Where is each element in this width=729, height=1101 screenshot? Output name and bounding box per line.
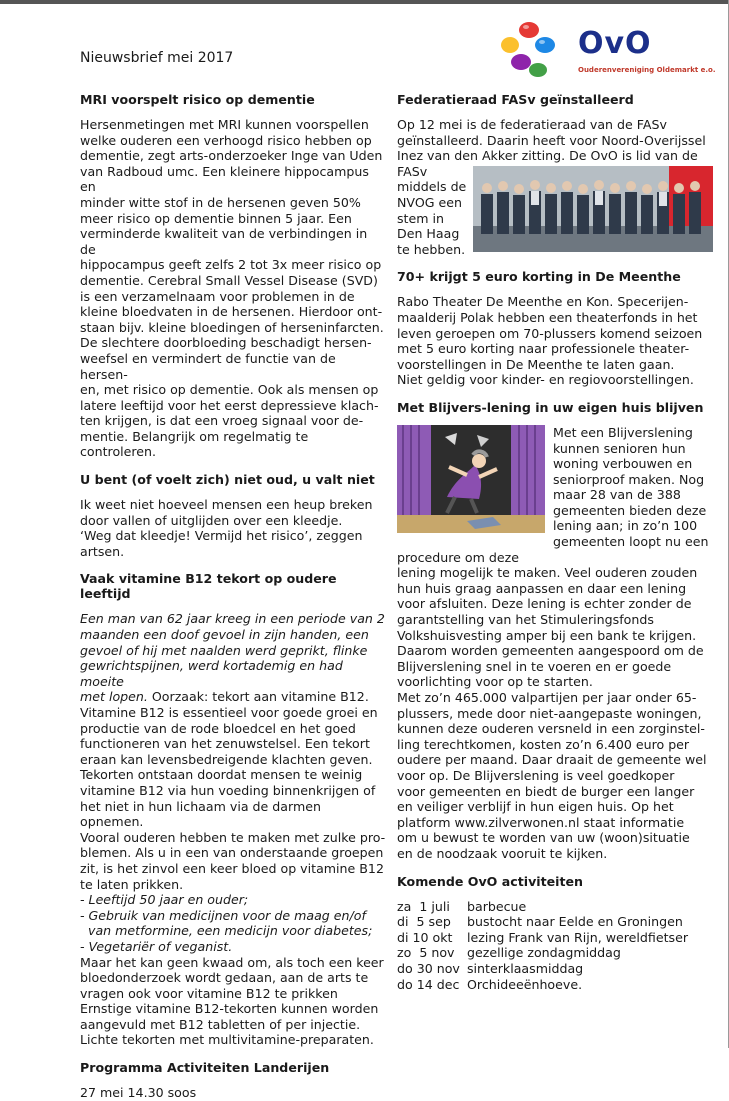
article-body: 27 mei 14.30 soos bbox=[80, 1085, 197, 1101]
table-row: zo 5 nov gezellige zondagmiddag bbox=[397, 945, 621, 961]
article-oud bbox=[80, 472, 386, 559]
article-heading: MRI voorspelt risico op dementie bbox=[80, 92, 315, 107]
table-row: do 14 dec Orchideeënhoeve. bbox=[397, 976, 583, 992]
left-column bbox=[80, 92, 386, 1101]
article-heading: Vaak vitamine B12 tekort op oudere leeftijd bbox=[80, 571, 337, 602]
article-komende-activiteiten bbox=[397, 874, 709, 993]
table-row: di 5 sep bustocht naar Eelde en Groningen bbox=[397, 914, 683, 930]
federatieraad-photo bbox=[473, 166, 713, 252]
article-heading: Komende OvO activiteiten bbox=[397, 873, 583, 889]
article-body: Rabo Theater De Meenthe en Kon. Specerijen- maalderij Polak hebben een theaterfonds in het leven geroepen om 70-plussers komend seizoen met 5 euro korting naar professionele theater- voorstellingen in De Meenthe te laten gaan. Niet geldig voor kinder- en regiovoorstellingen. bbox=[397, 294, 703, 388]
article-heading: 70+ krijgt 5 euro korting in De Meenthe bbox=[397, 269, 681, 285]
window-top-border bbox=[0, 0, 729, 4]
article-body: Op 12 mei is de federatieraad van de FASv geïnstalleerd. Daarin heeft voor Noord-Overijssel Inez van den Akker zitting. De OvO is lid van de FASv middels de NVOG een stem in Den Haag te hebben. bbox=[397, 117, 709, 257]
activities-table bbox=[397, 899, 692, 993]
right-column bbox=[397, 92, 709, 992]
article-b12 bbox=[80, 571, 386, 1048]
article-blijvers bbox=[397, 400, 709, 862]
article-body: Ik weet niet hoeveel mensen een heup breken door vallen of uitglijden over een kleedje. ‘Weg dat kleedje! Vermijd het risico’, zeggen artsen. bbox=[80, 497, 373, 559]
article-heading: U bent (of voelt zich) niet oud, u valt niet bbox=[80, 472, 375, 488]
ovo-logo bbox=[496, 18, 716, 80]
article-body: Een man van 62 jaar kreeg in een periode van 2 maanden een doof gevoel in zijn handen, een gevoel of hij met naalden werd geprikt, flinke gewrichtspijnen, werd kortademig en had moeite met lopen. Oorzaak: tekort aan vitamine B12. Vitamine B12 is essentieel voor goede groei en productie van de rode bloedcel en het goed functioneren van het zenuwstelsel. Een tekort eraan kan levensbedreigende klachten geven. Tekorten ontstaan doordat mensen te weinig vitamine B12 via hun voeding binnenkrijgen of het niet in hun lichaam via de darmen opnemen. Vooral ouderen hebben te maken met zulke pro- blemen. Als u in een van onderstaande groepen zit, is het zinvol een keer bloed op vitamine B12 te laten prikken. - Leeftijd 50 jaar en ouder; - Gebruik van medicijnen voor de maag en/of van metformine, een medicijn voor diabetes; - Vegetariër of veganist. Maar het kan geen kwaad om, als toch een keer bloedonderzoek wordt gedaan, aan de arts te vragen ook voor vitamine B12 te prikken Ernstige vitamine B12-tekorten kunnen worden aangevuld met B12 tabletten of per injectie. Lichte tekorten met multivitamine-preparaten. bbox=[80, 611, 386, 1048]
logo-subtitle: Ouderenvereniging Oldemarkt e.o. bbox=[578, 66, 716, 74]
zilverwonen-link: platform www.zilverwonen.nl staat informatie bbox=[397, 814, 685, 830]
article-fasv bbox=[397, 92, 709, 257]
article-body: Hersenmetingen met MRI kunnen voorspellen welke ouderen een verhoogd risico hebben op dementie, zegt arts-onderzoeker Inge van Uden van Radboud umc. Een kleinere hippocampus en minder witte stof in de hersenen geven 50% meer risico op dementie binnen 5 jaar. Een verminderde kwaliteit van de verbindingen in de hippocampus geeft zelfs 2 tot 3x meer risico op dementie. Cerebral Small Vessel Disease (SVD) is een verzamelnaam voor problemen in de kleine bloedvaten in de hersenen. Hierdoor ont- staan bijv. kleine bloedingen of herseninfarcten. De slechtere doorbloeding beschadigt hersen- weefsel en vermindert de functie van de hersen- en, met risico op dementie. Ook als mensen op latere leeftijd voor het eerst depressieve klach- ten krijgen, is dat een vroeg signaal voor de- mentie. Belangrijk om regelmatig te controleren. bbox=[80, 117, 384, 460]
article-mri bbox=[80, 92, 386, 460]
article-programma bbox=[80, 1060, 386, 1101]
article-heading: Federatieraad FASv geïnstalleerd bbox=[397, 92, 634, 107]
group-photo-image bbox=[473, 166, 713, 252]
newsletter-title: Nieuwsbrief mei 2017 bbox=[80, 50, 234, 66]
table-row: di 10 okt lezing Frank van Rijn, wereldfietser bbox=[397, 929, 689, 945]
article-body: Met een Blijverslening kunnen senioren hun woning verbouwen en seniorproof maken. Nog maar 28 van de 388 gemeenten bieden deze lening aan; in zo’n 100 gemeenten loopt nu een procedure om deze lening mogelijk te maken. Veel ouderen zouden hun huis graag aanpassen en daar een lening voor afsluiten. Deze lening is echter zonder de garantstelling van het Stimuleringsfonds Volkshuisvesting amper bij een bank te krijgen. Daarom worden gemeenten aangespoord om de Blijverslening snel in te voeren en er goede voorlichting voor op te starten. Met zo’n 465.000 valpartijen per jaar onder 65- plussers, mede door niet-aangepaste woningen, kunnen deze ouderen versneld in een zorginstel- ling terechtkomen, kosten zo’n 6.400 euro per oudere per maand. Daar draait de gemeente wel voor op. De Blijverslening is veel goedkoper voor gemeenten en biedt de burger een langer en veiliger verblijf in hun eigen huis. Op het platform www.zilverwonen.nl staat informatie om u bewust te worden van uw (woon)situatie en de noodzaak vooruit te kijken. bbox=[397, 424, 709, 861]
article-heading: Programma Activiteiten Landerijen bbox=[80, 1060, 330, 1076]
cartoon-image bbox=[397, 425, 545, 533]
logo-wordmark: OvO bbox=[578, 26, 652, 61]
article-heading: Met Blijvers-lening in uw eigen huis blijven bbox=[397, 399, 704, 415]
table-row: za 1 juli barbecue bbox=[397, 898, 527, 914]
falling-woman-cartoon bbox=[397, 425, 545, 533]
logo-balloons-icon bbox=[496, 18, 576, 80]
article-meenthe bbox=[397, 269, 709, 388]
table-row: do 30 nov sinterklaasmiddag bbox=[397, 960, 584, 976]
